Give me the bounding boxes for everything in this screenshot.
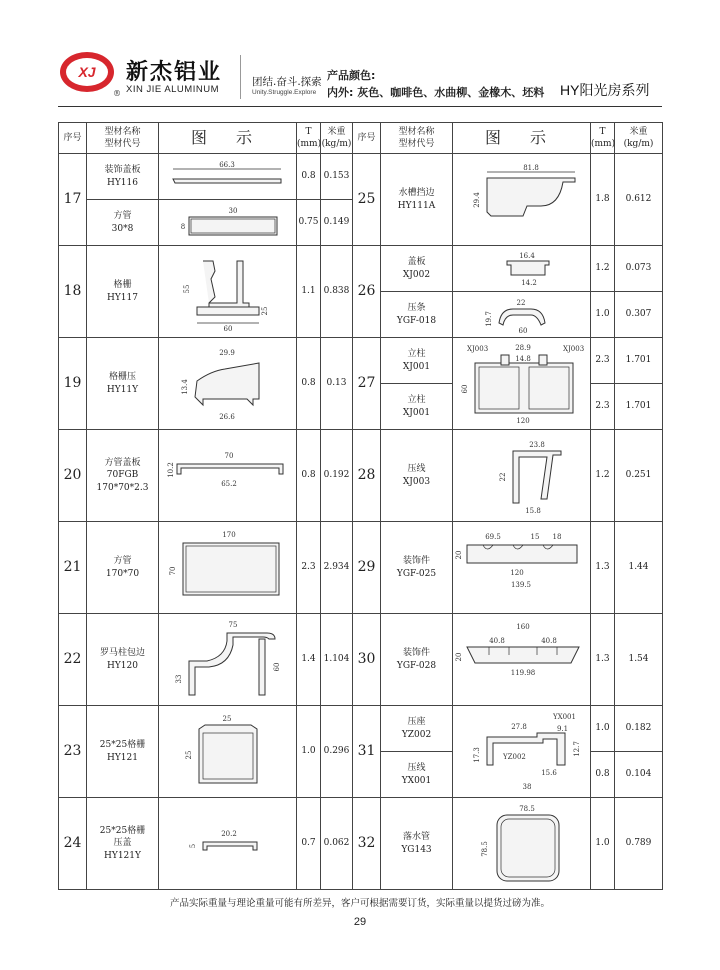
dim-label: 40.8 xyxy=(541,636,557,645)
page-number: 29 xyxy=(353,916,367,928)
table-header-row xyxy=(59,123,663,154)
xinjie-logo-icon xyxy=(58,50,120,98)
profile-figure xyxy=(159,522,297,614)
thickness: 1.0 xyxy=(591,798,615,890)
weight: 0.153 xyxy=(321,154,353,200)
dim-label: 14.8 xyxy=(515,354,531,363)
table-row xyxy=(59,522,663,614)
dim-label: 29.9 xyxy=(218,348,235,357)
yg143-drawing xyxy=(457,801,587,887)
dim-label: 78.5 xyxy=(480,840,489,857)
item-name: 方管 170*70 xyxy=(87,522,159,614)
xj001-drawing xyxy=(453,341,591,427)
dim-label: 60 xyxy=(518,326,527,335)
dim-label: 60 xyxy=(461,384,469,393)
item-no: 18 xyxy=(59,246,87,338)
profile-figure xyxy=(453,154,591,246)
item-no: 20 xyxy=(59,430,87,522)
item-name: 格栅 HY117 xyxy=(87,246,159,338)
header-t: T (mm) xyxy=(297,123,321,154)
dim-label: YZ002 xyxy=(503,752,526,761)
product-color-value: 内外: 灰色、咖啡色、水曲柳、金橡木、坯料 xyxy=(327,86,545,99)
item-name: 压条 YGF-018 xyxy=(381,292,453,338)
brand-name-en: XIN JIE ALUMINUM xyxy=(126,84,219,95)
dim-label: 20 xyxy=(455,550,463,559)
dim-label: 17.3 xyxy=(473,746,481,763)
dim-label: 15.8 xyxy=(524,506,541,515)
profile-spec-table xyxy=(58,122,663,890)
weight: 0.296 xyxy=(321,706,353,798)
thickness: 1.8 xyxy=(591,154,615,246)
weight: 0.307 xyxy=(615,292,663,338)
item-no: 25 xyxy=(353,154,381,246)
dim-label: 25 xyxy=(184,750,193,759)
page-header xyxy=(0,0,720,110)
profile-figure xyxy=(453,338,591,430)
weight: 0.789 xyxy=(615,798,663,890)
weight: 0.182 xyxy=(615,706,663,752)
dim-label: 25 xyxy=(260,306,269,315)
dim-label: YX001 xyxy=(553,712,576,721)
item-name: 压线 XJ003 xyxy=(381,430,453,522)
header-rule xyxy=(58,106,662,107)
header-name: 型材名称 型材代号 xyxy=(87,123,159,154)
70fgb-drawing xyxy=(163,446,293,506)
dim-label: 81.8 xyxy=(522,163,539,172)
weight: 1.701 xyxy=(615,338,663,384)
item-no: 31 xyxy=(353,706,381,798)
item-name: 压座 YZ002 xyxy=(381,706,453,752)
profile-figure xyxy=(453,246,591,292)
item-name: 格栅压 HY11Y xyxy=(87,338,159,430)
weight: 0.192 xyxy=(321,430,353,522)
slogan-cn: 团结.奋斗.探索 xyxy=(252,76,322,88)
table-row xyxy=(59,154,663,200)
thickness: 1.2 xyxy=(591,430,615,522)
profile-figure xyxy=(159,200,297,246)
series-title: HY阳光房系列 xyxy=(560,82,650,98)
table-row xyxy=(59,430,663,522)
item-name: 立柱 XJ001 xyxy=(381,338,453,384)
thickness: 2.3 xyxy=(591,384,615,430)
weight: 0.838 xyxy=(321,246,353,338)
dim-label: 33 xyxy=(174,674,183,683)
item-name: 盖板 XJ002 xyxy=(381,246,453,292)
dim-label: 119.98 xyxy=(510,668,536,677)
profile-figure xyxy=(159,338,297,430)
thickness: 0.8 xyxy=(591,752,615,798)
dim-label: XJ003 xyxy=(563,344,585,353)
weight: 0.149 xyxy=(321,200,353,246)
table-row xyxy=(59,338,663,384)
thickness: 2.3 xyxy=(297,522,321,614)
xj002-drawing xyxy=(457,249,587,289)
item-name: 落水管 YG143 xyxy=(381,798,453,890)
item-no: 28 xyxy=(353,430,381,522)
profile-figure xyxy=(159,430,297,522)
thickness: 1.0 xyxy=(297,706,321,798)
dim-label: 8 xyxy=(180,222,185,231)
dim-label: 60 xyxy=(223,324,232,333)
weight: 1.104 xyxy=(321,614,353,706)
profile-figure xyxy=(159,246,297,338)
item-name: 25*25格栅 压盖 HY121Y xyxy=(87,798,159,890)
dim-label: 16.4 xyxy=(518,251,535,260)
dim-label: 30 xyxy=(228,206,237,215)
item-name: 装饰件 YGF-028 xyxy=(381,614,453,706)
dim-label: 25 xyxy=(222,714,231,723)
thickness: 0.8 xyxy=(297,430,321,522)
square-tube-drawing xyxy=(163,203,293,243)
item-no: 21 xyxy=(59,522,87,614)
item-name: 装饰盖板 HY116 xyxy=(87,154,159,200)
header-weight: 米重 (kg/m) xyxy=(615,123,663,154)
profile-figure xyxy=(453,614,591,706)
item-name: 装饰件 YGF-025 xyxy=(381,522,453,614)
thickness: 0.7 xyxy=(297,798,321,890)
thickness: 2.3 xyxy=(591,338,615,384)
weight: 0.073 xyxy=(615,246,663,292)
weight: 1.54 xyxy=(615,614,663,706)
item-name: 25*25格栅 HY121 xyxy=(87,706,159,798)
header-figure: 图 示 xyxy=(453,123,591,154)
profile-figure xyxy=(453,798,591,890)
dim-label: 26.6 xyxy=(218,412,235,421)
table-row xyxy=(59,614,663,706)
header-divider xyxy=(240,55,241,99)
dim-label: 23.8 xyxy=(528,440,545,449)
item-no: 30 xyxy=(353,614,381,706)
dim-label: 9.1 xyxy=(557,724,569,733)
registered-mark: ® xyxy=(113,89,121,98)
table-row xyxy=(59,706,663,752)
profile-figure xyxy=(159,154,297,200)
profile-figure xyxy=(453,522,591,614)
weight: 0.062 xyxy=(321,798,353,890)
logo-mark-text: XJ xyxy=(78,64,96,80)
header-no: 序号 xyxy=(353,123,381,154)
thickness: 1.1 xyxy=(297,246,321,338)
hy116-drawing xyxy=(163,157,293,197)
weight: 2.934 xyxy=(321,522,353,614)
item-no: 17 xyxy=(59,154,87,246)
dim-label: 70 xyxy=(224,451,233,460)
170x70-tube-drawing xyxy=(163,525,293,611)
item-name: 立柱 XJ001 xyxy=(381,384,453,430)
thickness: 1.4 xyxy=(297,614,321,706)
hy111a-drawing xyxy=(457,162,587,238)
dim-label: 27.8 xyxy=(511,722,527,731)
dim-label: 12.7 xyxy=(573,740,581,757)
dim-label: 14.2 xyxy=(520,278,537,287)
item-name: 压线 YX001 xyxy=(381,752,453,798)
item-no: 27 xyxy=(353,338,381,430)
profile-figure xyxy=(453,430,591,522)
item-no: 19 xyxy=(59,338,87,430)
ygf028-drawing xyxy=(453,617,591,703)
dim-label: 18 xyxy=(552,532,562,541)
dim-label: 28.9 xyxy=(515,343,531,352)
footer-note: 产品实际重量与理论重量可能有所差异，客户可根据需要订货，实际重量以提货过磅为准。 xyxy=(169,898,550,909)
dim-label: 5 xyxy=(188,843,197,848)
hy121y-drawing xyxy=(163,814,293,874)
dim-label: 40.8 xyxy=(489,636,505,645)
header-weight: 米重 (kg/m) xyxy=(321,123,353,154)
profile-figure xyxy=(159,798,297,890)
weight: 0.612 xyxy=(615,154,663,246)
thickness: 1.0 xyxy=(591,706,615,752)
item-no: 26 xyxy=(353,246,381,338)
profile-figure xyxy=(159,614,297,706)
xj003-drawing xyxy=(457,433,587,519)
item-no: 23 xyxy=(59,706,87,798)
header-t: T (mm) xyxy=(591,123,615,154)
table-row xyxy=(59,246,663,292)
item-no: 29 xyxy=(353,522,381,614)
table-row xyxy=(59,798,663,890)
thickness: 1.0 xyxy=(591,292,615,338)
hy117-drawing xyxy=(163,249,293,335)
item-name: 方管 30*8 xyxy=(87,200,159,246)
product-color-title: 产品颜色: xyxy=(327,69,376,82)
dim-label: 29.4 xyxy=(472,191,481,208)
brand-name-cn: 新杰铝业 xyxy=(126,60,223,85)
dim-label: 55 xyxy=(182,284,191,293)
hy11y-drawing xyxy=(163,341,293,427)
item-name: 水槽挡边 HY111A xyxy=(381,154,453,246)
dim-label: 22 xyxy=(498,472,507,481)
dim-label: 170 xyxy=(221,530,236,539)
dim-label: 65.2 xyxy=(220,479,237,488)
yz002-yx001-drawing xyxy=(453,709,591,795)
item-name: 方管盖板 70FGB 170*70*2.3 xyxy=(87,430,159,522)
dim-label: 160 xyxy=(516,622,530,631)
dim-label: 66.3 xyxy=(218,160,235,169)
header-figure: 图 示 xyxy=(159,123,297,154)
dim-label: 120 xyxy=(516,416,530,425)
profile-figure xyxy=(159,706,297,798)
thickness: 0.8 xyxy=(297,154,321,200)
weight: 1.44 xyxy=(615,522,663,614)
weight: 0.104 xyxy=(615,752,663,798)
dim-label: 13.4 xyxy=(180,378,189,395)
profile-figure xyxy=(453,706,591,798)
dim-label: 15.6 xyxy=(541,768,557,777)
ygf025-drawing xyxy=(453,525,591,611)
ygf018-drawing xyxy=(457,295,587,335)
dim-label: 75 xyxy=(228,620,237,629)
weight: 0.13 xyxy=(321,338,353,430)
thickness: 1.3 xyxy=(591,614,615,706)
profile-figure xyxy=(453,292,591,338)
dim-label: 15 xyxy=(530,532,540,541)
dim-label: 10.2 xyxy=(166,461,175,478)
dim-label: 60 xyxy=(272,662,281,671)
dim-label: 78.5 xyxy=(518,804,535,813)
thickness: 1.3 xyxy=(591,522,615,614)
dim-label: 19.7 xyxy=(484,310,493,327)
thickness: 1.2 xyxy=(591,246,615,292)
header-name: 型材名称 型材代号 xyxy=(381,123,453,154)
weight: 0.251 xyxy=(615,430,663,522)
item-name: 罗马柱包边 HY120 xyxy=(87,614,159,706)
hy120-drawing xyxy=(163,617,293,703)
dim-label: 70 xyxy=(168,566,177,575)
dim-label: 139.5 xyxy=(510,580,532,589)
hy121-drawing xyxy=(163,709,293,795)
item-no: 32 xyxy=(353,798,381,890)
thickness: 0.8 xyxy=(297,338,321,430)
header-no: 序号 xyxy=(59,123,87,154)
thickness: 0.75 xyxy=(297,200,321,246)
weight: 1.701 xyxy=(615,384,663,430)
dim-label: 69.5 xyxy=(485,532,501,541)
item-no: 24 xyxy=(59,798,87,890)
dim-label: 38 xyxy=(522,782,532,791)
dim-label: 120 xyxy=(510,568,524,577)
dim-label: XJ003 xyxy=(467,344,489,353)
item-no: 22 xyxy=(59,614,87,706)
slogan-en: Unity.Struggle.Explore xyxy=(252,89,317,96)
dim-label: 20 xyxy=(455,652,463,661)
dim-label: 20.2 xyxy=(220,829,237,838)
dim-label: 22 xyxy=(516,298,525,307)
